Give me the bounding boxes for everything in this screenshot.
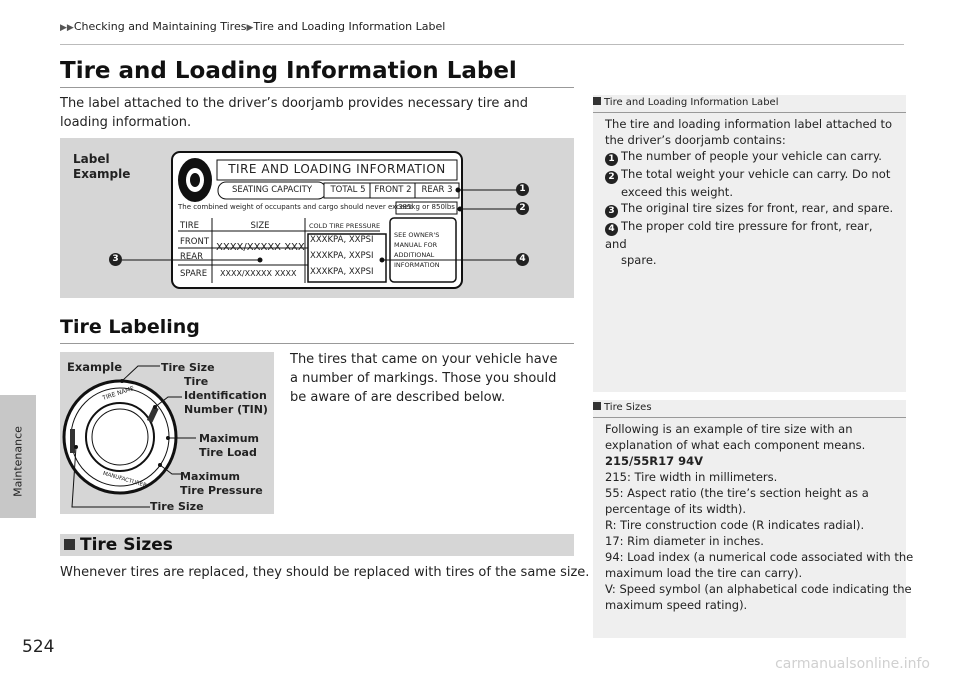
- row-tire: REAR: [180, 252, 203, 262]
- number-badge: 2: [605, 171, 618, 184]
- breadcrumb: [60, 20, 445, 33]
- max-load-line: Tire Load: [199, 446, 257, 459]
- label-max-load: [199, 432, 259, 460]
- see-owner-line: ADDITIONAL: [394, 251, 435, 259]
- col-tire: TIRE: [180, 221, 199, 231]
- header-divider: [60, 44, 904, 45]
- col-size: SIZE: [250, 221, 270, 231]
- seating-label: SEATING CAPACITY: [231, 185, 313, 195]
- breadcrumb-arrow-icon: ▶▶: [60, 23, 74, 33]
- label-title: TIRE AND LOADING INFORMATION: [228, 162, 446, 176]
- sidebar1-item: [605, 218, 897, 252]
- sidebar2-line: 17: Rim diameter in inches.: [605, 534, 764, 548]
- tin-line: Tire: [184, 375, 209, 388]
- intro-text: The label attached to the driver’s doorjamb provides necessary tire and loading information.: [60, 96, 528, 130]
- sidebar2-line: explanation of what each component means.: [605, 438, 866, 452]
- item-text: The total weight your vehicle can carry. Do not: [621, 167, 891, 181]
- label-max-pressure: [180, 470, 263, 498]
- row-tire: FRONT: [180, 237, 210, 247]
- seating-front: FRONT 2: [374, 185, 412, 195]
- row-pressure: XXXKPA, XXPSI: [310, 251, 374, 261]
- sidewall-manufacturer: MANUFACTURER: [102, 470, 148, 490]
- sidebar1-body: [605, 116, 897, 268]
- row-tire: SPARE: [180, 269, 208, 279]
- title-divider: [60, 87, 574, 88]
- sidebar-tire-loading-label: [593, 95, 906, 392]
- sidebar2-line: Following is an example of tire size with an: [605, 422, 853, 436]
- section-label: Maintenance: [11, 426, 25, 497]
- seating-total: TOTAL 5: [330, 185, 366, 195]
- label-tin: [184, 375, 268, 417]
- callout-2: 2: [516, 202, 529, 215]
- col-pressure: COLD TIRE PRESSURE: [309, 222, 381, 230]
- item-text-cont: spare.: [621, 253, 657, 267]
- see-owners-manual: [394, 230, 440, 270]
- page-number: 524: [22, 637, 55, 657]
- item-text: The proper cold tire pressure for front, rear, and: [605, 219, 873, 251]
- tire-sizes-heading-bar: [60, 534, 574, 556]
- page-title: Tire and Loading Information Label: [60, 58, 517, 84]
- sidebar1-paragraph: The tire and loading information label attached to the driver’s doorjamb contains:: [605, 117, 893, 147]
- callout-4: 4: [516, 253, 529, 266]
- replace-text: Whenever tires are replaced, they should be replaced with tires of the same size.: [60, 565, 590, 580]
- note-icon: [593, 402, 601, 410]
- number-badge: 1: [605, 153, 618, 166]
- tire-sizes-heading: Tire Sizes: [80, 535, 173, 555]
- sidebar2-line: 215: Tire width in millimeters.: [605, 470, 778, 484]
- sidebar1-item: [605, 200, 897, 218]
- see-owner-line: SEE OWNER'S: [394, 231, 440, 239]
- sidebar-tire-sizes: [593, 400, 914, 638]
- section-divider: [60, 343, 574, 344]
- tin-line: Identification: [184, 389, 267, 402]
- number-badge: 4: [605, 223, 618, 236]
- sidebar2-line: percentage of its width).: [605, 502, 747, 516]
- section-heading-tire-labeling: Tire Labeling: [60, 316, 200, 338]
- row-pressure: XXXKPA, XXPSI: [310, 235, 374, 245]
- number-badge: 3: [605, 205, 618, 218]
- row-pressure: XXXKPA, XXPSI: [310, 267, 374, 277]
- max-pressure-line: Maximum: [180, 470, 240, 483]
- sidebar1-head-text: Tire and Loading Information Label: [604, 97, 779, 108]
- row-size: XXXX/XXXXX XXX: [216, 242, 305, 253]
- row-size: XXXX/XXXXX XXXX: [220, 269, 297, 278]
- combined-weight-text: The combined weight of occupants and cargo should never exceed: [178, 203, 414, 211]
- max-pressure-line: Tire Pressure: [180, 484, 263, 497]
- sidebar2-line: 94: Load index (a numerical code associated with the: [605, 550, 914, 564]
- sidebar2-line: V: Speed symbol (an alphabetical code indicating the: [605, 582, 912, 596]
- tire-icon: [178, 158, 212, 202]
- sidebar1-divider: [593, 112, 906, 113]
- label-tire-size-top: Tire Size: [161, 361, 215, 374]
- see-owner-line: INFORMATION: [394, 261, 440, 269]
- tin-line: Number (TIN): [184, 403, 268, 416]
- item-text: The original tire sizes for front, rear, and spare.: [621, 201, 894, 215]
- breadcrumb-part1[interactable]: Checking and Maintaining Tires: [73, 20, 247, 33]
- callout-3: 3: [109, 253, 122, 266]
- sidebar1-head: [593, 97, 778, 108]
- callout-1: 1: [516, 183, 529, 196]
- labeling-text: The tires that came on your vehicle have a number of markings. Those you should be aware of are described below.: [290, 352, 558, 405]
- sidebar2-line: maximum load the tire can carry).: [605, 566, 803, 580]
- sidebar2-line: maximum speed rating).: [605, 598, 748, 612]
- watermark: carmanualsonline.info: [775, 656, 930, 672]
- item-text-cont: exceed this weight.: [621, 185, 733, 199]
- breadcrumb-part2[interactable]: Tire and Loading Information Label: [253, 20, 446, 33]
- breadcrumb-arrow-icon: ▶: [246, 23, 254, 33]
- tire-figure-caption: Example: [67, 360, 122, 374]
- sidebar2-divider: [593, 417, 906, 418]
- label-figure: [60, 138, 574, 298]
- caption-line: Label: [73, 152, 110, 166]
- label-tire-size-bottom: Tire Size: [150, 500, 204, 513]
- item-text: The number of people your vehicle can carry.: [621, 149, 882, 163]
- sidebar1-item: [605, 166, 897, 184]
- seating-rear: REAR 3: [421, 185, 453, 195]
- see-owner-line: MANUAL FOR: [394, 241, 438, 249]
- sidebar2-head-text: Tire Sizes: [604, 402, 652, 413]
- caption-line: Example: [73, 167, 131, 181]
- sidewall-tire-name: TIRE NAME: [101, 385, 136, 402]
- sidebar2-body: [605, 421, 914, 613]
- section-square-icon: [64, 539, 75, 550]
- sidebar2-head: [593, 402, 652, 413]
- sidebar2-line: 55: Aspect ratio (the tire’s section height as a: [605, 486, 869, 500]
- max-load-line: Maximum: [199, 432, 259, 445]
- tire-sidewall-figure: [60, 352, 274, 514]
- note-icon: [593, 97, 601, 105]
- sidebar1-item: [605, 148, 897, 166]
- sidebar2-line: R: Tire construction code (R indicates radial).: [605, 518, 865, 532]
- combined-weight-value: 385kg or 850lbs: [398, 203, 455, 211]
- tire-size-example: 215/55R17 94V: [605, 454, 703, 468]
